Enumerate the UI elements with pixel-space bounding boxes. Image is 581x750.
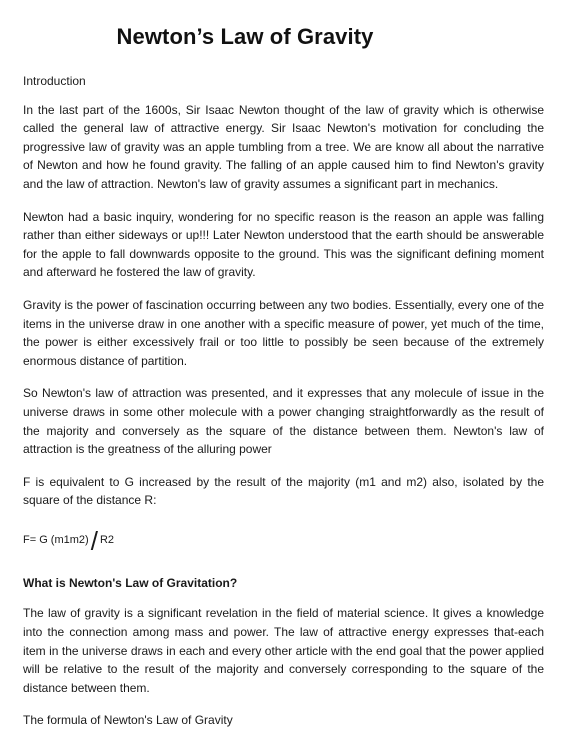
paragraph-6: The law of gravity is a significant revelation in the field of material science. It gives a knowledge into the connection among mass and power. The law of attractive energy expresses that-each item in the universe draws in each and every other article with the end goal that the power applied will be relative to the result of the majority and conversely corresponding to the square of the distance between them. — [23, 606, 544, 695]
paragraph-1: In the last part of the 1600s, Sir Isaac Newton thought of the law of gravity which is otherwise called the general law of attractive energy. Sir Isaac Newton's motivation for concluding the progressive law of gravity was an apple tumbling from a tree. We are know all about the narrative of Newton and how he found gravity. The falling of an apple caused him to find Newton's gravity and the law of attraction. Newton's law of gravity assumes a significant part in mechanics. — [23, 102, 544, 191]
paragraph-2: Newton had a basic inquiry, wondering for no specific reason is the reason an apple was falling rather than either sideways or up!!! Later Newton understood that the earth should be answerable for the apple to fall downwards opposite to the ground. This was the significant defining moment and afterward he fostered the law of gravity. — [23, 209, 544, 280]
intro-heading: Introduction — [23, 74, 86, 88]
document-title: Newton’s Law of Gravity — [116, 24, 374, 49]
paragraph-5: F is equivalent to G increased by the result of the majority (m1 and m2) also, isolated by the square of the distance R: — [23, 474, 544, 508]
formula-denominator: R2 — [99, 534, 114, 547]
section-subheading: What is Newton's Law of Gravitation? — [23, 575, 238, 590]
formula-slash: / — [90, 525, 98, 556]
paragraph-3: Gravity is the power of fascination occurring between any two bodies. Essentially, every one of the items in the universe draw in one another with a specific measure of power, yet much of the time, the power is either excessively frail or too little to possibly be seen because of the extremely enormous distance of partition. — [23, 297, 544, 368]
gravity-formula — [23, 525, 544, 556]
document-body — [23, 72, 544, 730]
formula-numerator: F= G (m1m2) — [23, 534, 89, 547]
paragraph-4: So Newton's law of attraction was presented, and it expresses that any molecule of issue in the universe draws in some other molecule with a power changing straightforwardly as the result of the majority and conversely as the square of the distance between them. Newton's law of attraction is the greatness of the alluring power — [23, 386, 544, 457]
formula-heading: The formula of Newton's Law of Gravity — [23, 713, 233, 728]
